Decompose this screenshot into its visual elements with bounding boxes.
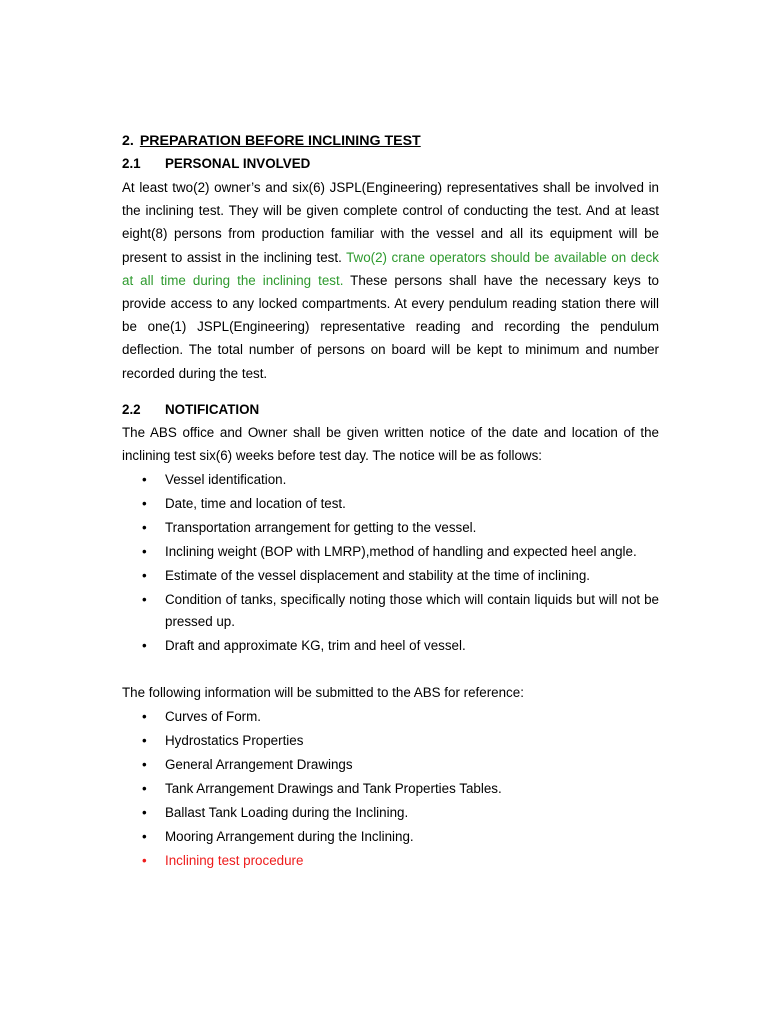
section-heading	[122, 131, 659, 151]
list-item: • Estimate of the vessel displacement and stability at the time of inclining.	[122, 565, 659, 587]
list-item: • Date, time and location of test.	[122, 493, 659, 515]
list-item: • Vessel identification.	[122, 469, 659, 491]
reference-list	[122, 706, 659, 874]
list-item: • Hydrostatics Properties	[122, 730, 659, 752]
bullet-icon: •	[142, 829, 147, 844]
bullet-icon: •	[142, 709, 147, 724]
list-item-highlighted: • Inclining test procedure	[122, 850, 659, 872]
bullet-icon: •	[142, 805, 147, 820]
subsection-number: 2.2	[122, 402, 141, 417]
list-item: • Draft and approximate KG, trim and heel of vessel.	[122, 635, 659, 657]
section-number: 2.	[122, 133, 134, 149]
bullet-icon: •	[142, 757, 147, 772]
bullet-icon: •	[142, 472, 147, 487]
bullet-icon: •	[142, 853, 147, 868]
paragraph-text: At least two(2) owner’s and six(6) JSPL(Engineering) representatives shall be involved in the inclining test. They will be given complete control of conducting the test. And at least eight(8) persons from production familiar with the vessel and all its equipment will be present to assist in the inclining test.	[122, 180, 659, 265]
section-title: PREPARATION BEFORE INCLINING TEST	[139, 133, 421, 149]
list-item: • Tank Arrangement Drawings and Tank Properties Tables.	[122, 778, 659, 800]
bullet-icon: •	[142, 568, 147, 583]
personal-paragraph	[122, 176, 659, 385]
bullet-icon: •	[142, 496, 147, 511]
paragraph-text: The ABS office and Owner shall be given written notice of the date and location of the inclining test six(6) weeks before test day. The notice will be as follows:	[122, 425, 659, 464]
list-item: • Mooring Arrangement during the Inclining.	[122, 826, 659, 848]
subsection-heading-personal	[122, 155, 659, 173]
bullet-icon: •	[142, 544, 147, 559]
subsection-title: NOTIFICATION	[165, 402, 260, 417]
list-item: • Transportation arrangement for getting to the vessel.	[122, 517, 659, 539]
bullet-icon: •	[142, 520, 147, 535]
list-item: • Curves of Form.	[122, 706, 659, 728]
notification-paragraph	[122, 421, 659, 467]
subsection-title: PERSONAL INVOLVED	[165, 156, 311, 171]
list-item: • Condition of tanks, specifically noting those which will contain liquids but will not be pressed up.	[122, 589, 659, 633]
paragraph-text: These persons shall have the necessary keys to provide access to any locked compartments. At every pendulum reading station there will be one(1) JSPL(Engineering) representative reading and recording the pendulum deflection. The total number of persons on board will be kept to minimum and number recorded during the test.	[122, 272, 659, 381]
list-item: • Ballast Tank Loading during the Inclining.	[122, 802, 659, 824]
list-item: • Inclining weight (BOP with LMRP),method of handling and expected heel angle.	[122, 541, 659, 563]
bullet-icon: •	[142, 638, 147, 654]
bullet-icon: •	[142, 781, 147, 796]
reference-intro	[122, 683, 659, 703]
subsection-number: 2.1	[122, 156, 141, 171]
subsection-heading-notification	[122, 401, 659, 419]
list-item: • General Arrangement Drawings	[122, 754, 659, 776]
bullet-icon: •	[142, 592, 147, 607]
paragraph-text: The following information will be submitted to the ABS for reference:	[122, 685, 524, 700]
bullet-icon: •	[142, 733, 147, 748]
notification-list	[122, 469, 659, 659]
highlighted-text: Two(2) crane operators should be available on deck at all time during the inclining test.	[122, 249, 659, 288]
